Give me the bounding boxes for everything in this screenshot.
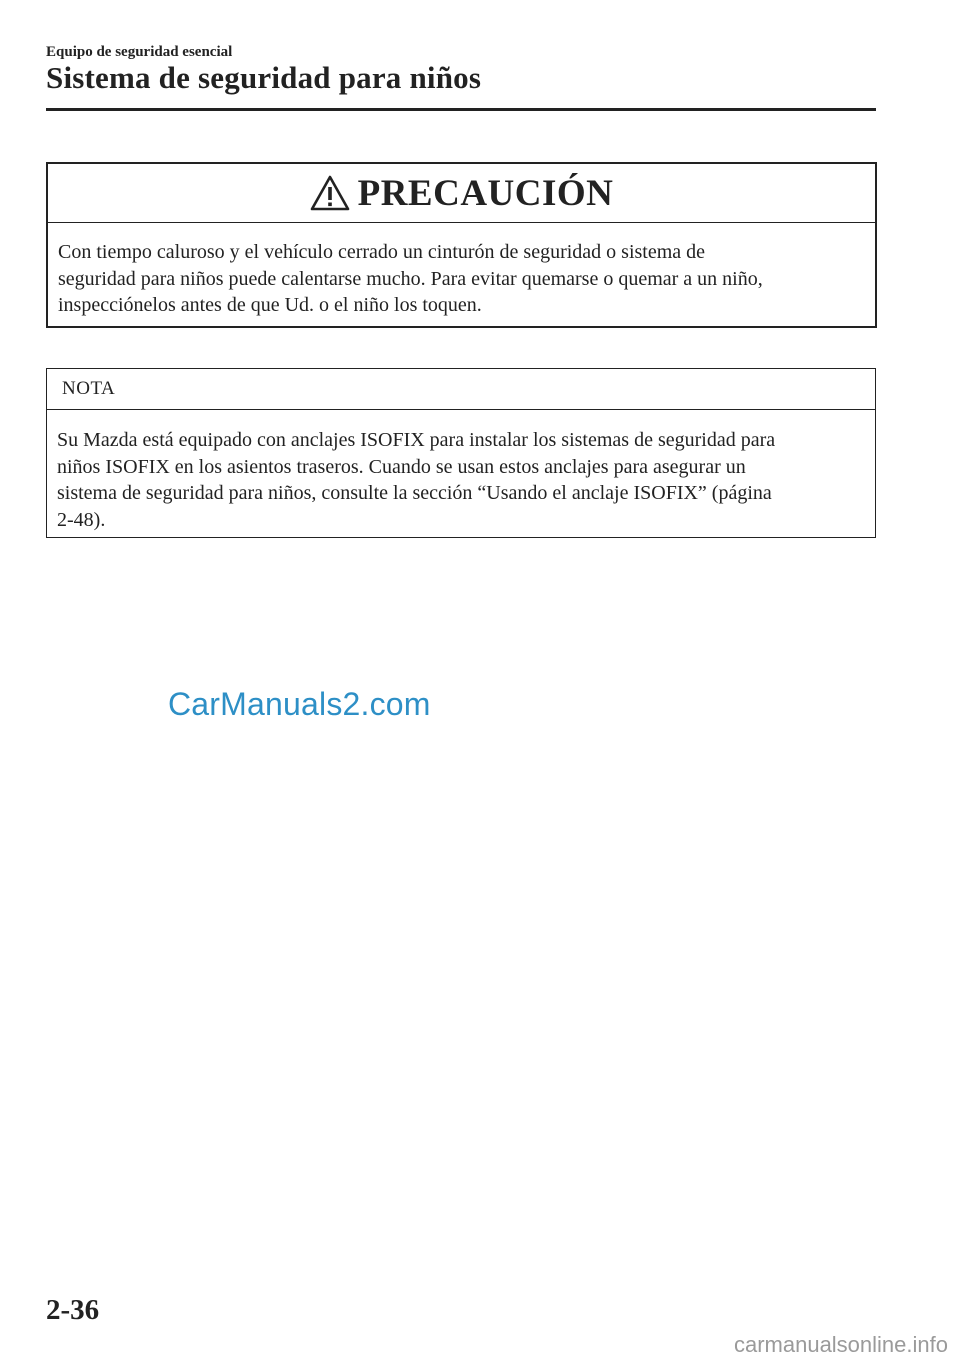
note-line: sistema de seguridad para niños, consulte la sección “Usando el anclaje ISOFIX” (página — [57, 482, 772, 504]
note-box — [46, 368, 876, 538]
note-body — [47, 410, 875, 533]
caution-title: PRECAUCIÓN — [357, 172, 614, 214]
caution-line: seguridad para niños puede calentarse mucho. Para evitar quemarse o quemar a un niño, — [58, 267, 763, 290]
note-line: 2-48). — [57, 508, 106, 531]
caution-box — [46, 162, 877, 328]
caution-header — [48, 164, 875, 223]
section-label: Equipo de seguridad esencial — [46, 44, 233, 60]
caution-line: Con tiempo caluroso y el vehículo cerrado un cinturón de seguridad o sistema de — [58, 241, 706, 263]
note-line: niños ISOFIX en los asientos traseros. Cuando se usan estos anclajes para asegurar un — [57, 455, 746, 478]
site-footer: carmanualsonline.info — [733, 1332, 948, 1357]
watermark: CarManuals2.com — [168, 686, 431, 722]
note-header — [47, 369, 875, 410]
title-rule — [46, 108, 876, 111]
caution-line: inspecciónelos antes de que Ud. o el niño los toquen. — [58, 294, 482, 316]
caution-body — [48, 223, 875, 319]
page-title: Sistema de seguridad para niños — [46, 60, 482, 95]
note-title: NOTA — [62, 378, 116, 399]
note-line: Su Mazda está equipado con anclajes ISOFIX para instalar los sistemas de seguridad para — [57, 429, 776, 451]
warning-triangle-icon — [310, 175, 350, 211]
page-number: 2-36 — [46, 1294, 100, 1326]
